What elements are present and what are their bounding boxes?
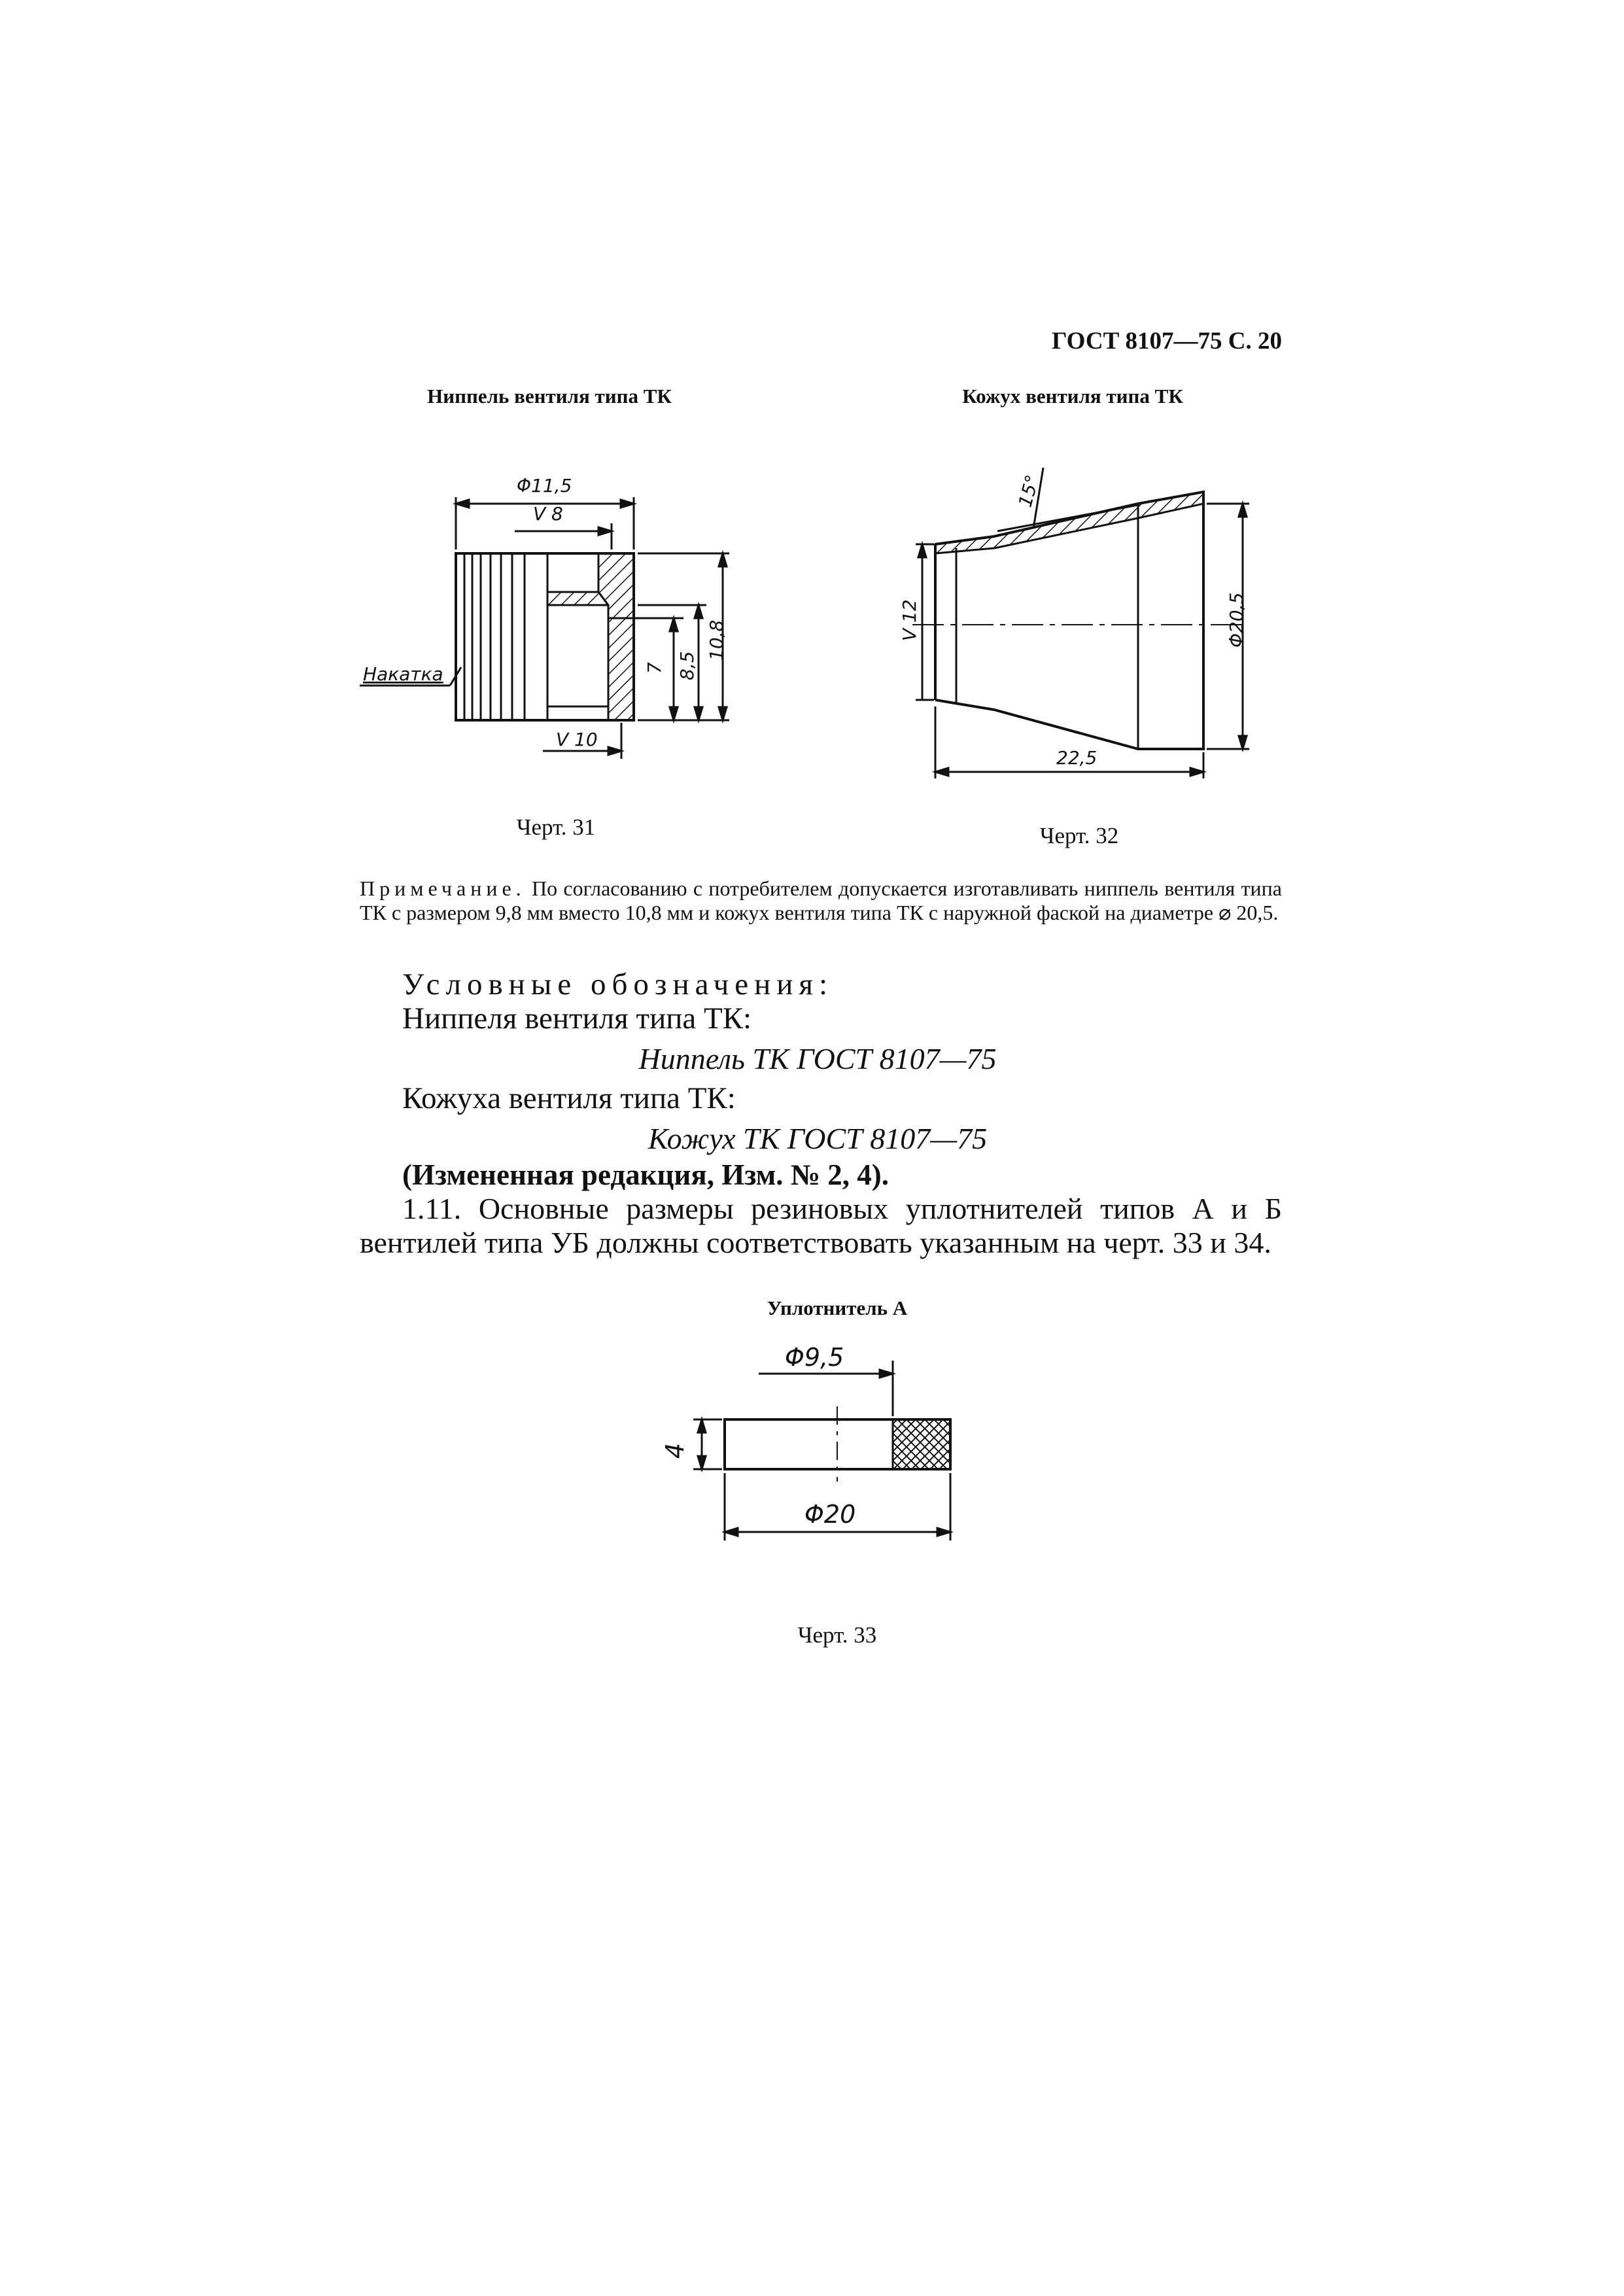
fig31-dim-v-top: V 8 [533,503,563,525]
note-block [360,877,1282,925]
page-header: ГОСТ 8107—75 С. 20 [1052,328,1282,355]
casing-hatched-wall [935,492,1203,553]
fig31-dim-v-bottom: V 10 [556,729,598,750]
fig31-title: Ниппель вентиля типа ТК [427,385,672,408]
fig31-dim-h2: 8,5 [676,651,698,680]
designations-title: Условные обозначения: [402,967,834,1001]
nipple-hatched-wall [598,553,634,720]
nipple-example: Ниппель ТК ГОСТ 8107—75 [638,1042,997,1075]
fig33-dim-d-outer: Φ20 [804,1500,856,1529]
seal-crosshatch [893,1419,950,1469]
fig32-dim-v-left: V 12 [899,599,920,641]
fig31-dim-h3: 10,8 [706,619,727,661]
nipple-hatched-left [547,592,598,605]
fig32-dim-d-right: Φ20,5 [1226,592,1247,648]
fig33-caption: Черт. 33 [797,1622,877,1648]
fig31-dim-d-outer: Φ11,5 [517,475,572,496]
fig32-title: Кожух вентиля типа ТК [962,385,1183,408]
fig31-label-knurl: Накатка [363,663,443,685]
nipple-intro: Ниппеля вентиля типа ТК: [402,1001,752,1035]
fig33-dim-thickness: 4 [661,1442,689,1459]
fig32-dim-angle: 15° [1014,472,1044,510]
casing-intro: Кожуха вентиля типа ТК: [402,1081,736,1115]
fig33-dim-d-inner: Φ9,5 [785,1343,844,1372]
fig32-caption: Черт. 32 [1039,823,1119,848]
fig31-caption: Черт. 31 [516,814,596,840]
note-label: Примечание. [360,877,526,900]
fig31-dim-h1: 7 [644,662,665,674]
revision-note: (Измененная редакция, Изм. № 2, 4). [402,1158,890,1191]
dim-seal-thickness [693,1419,722,1469]
note-text: По согласованию с потребителем допускается изготавливать ниппель вентиля типа ТК с размером 9,8 мм вместо 10,8 мм и кожух вентиля типа ТК с наружной фаской на диаметре ⌀ 20,5. [360,877,1283,924]
fig32-dim-length: 22,5 [1056,747,1097,769]
paragraph-1-11: 1.11. Основные размеры резиновых уплотнителей типов А и Б вентилей типа УБ должны соответствовать указанным на черт. 33 и 34. [360,1192,1282,1259]
casing-example: Кожух ТК ГОСТ 8107—75 [648,1122,988,1155]
dim-v-top [515,523,612,549]
fig33-title: Уплотнитель А [767,1296,908,1319]
